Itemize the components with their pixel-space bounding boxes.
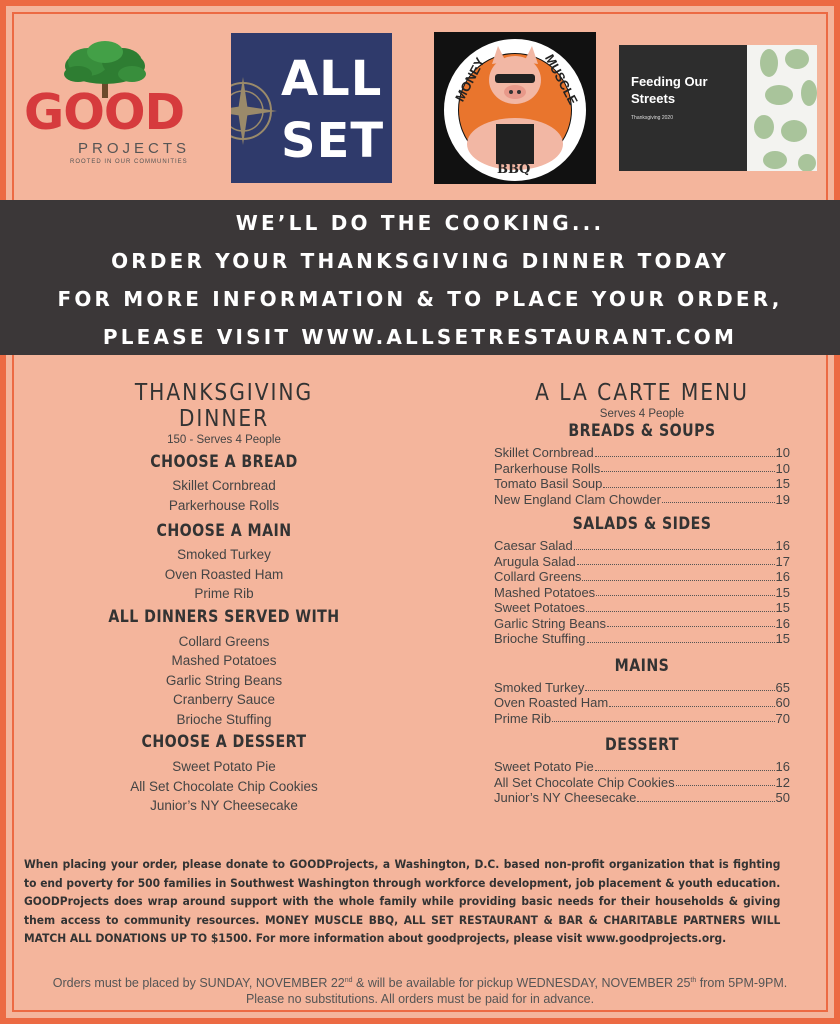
item-price: 16 bbox=[775, 615, 790, 631]
dot-leader bbox=[676, 775, 775, 787]
item-name: Junior’s NY Cheesecake bbox=[494, 790, 637, 805]
dot-leader bbox=[601, 461, 774, 473]
dot-leader bbox=[662, 492, 775, 504]
menu-row bbox=[494, 695, 790, 711]
item-name: Mashed Potatoes bbox=[494, 584, 596, 600]
mains-list bbox=[494, 680, 790, 727]
item-price: 50 bbox=[775, 790, 790, 805]
list-item: Prime Rib bbox=[194, 586, 254, 601]
list-item: Brioche Stuffing bbox=[176, 711, 272, 727]
item-name: Sweet Potatoes bbox=[494, 600, 586, 615]
good-projects-logo bbox=[18, 38, 196, 174]
served-with-list bbox=[85, 632, 363, 730]
carte-subtitle: Serves 4 People bbox=[599, 408, 685, 420]
dot-leader bbox=[607, 616, 775, 628]
menu-row bbox=[494, 538, 790, 554]
item-price: 15 bbox=[775, 600, 790, 615]
main-list bbox=[85, 545, 363, 604]
item-name: Prime Rib bbox=[494, 710, 552, 726]
order-footer bbox=[24, 973, 816, 1007]
list-item: All Set Chocolate Chip Cookies bbox=[130, 778, 318, 794]
money-word: MONEY bbox=[452, 54, 488, 105]
feeding-small: Thanksgiving 2020 bbox=[631, 115, 673, 121]
dot-leader bbox=[574, 538, 775, 550]
list-item: Smoked Turkey bbox=[177, 547, 271, 562]
dessert-heading: CHOOSE A DESSERT bbox=[141, 732, 307, 751]
menu-row bbox=[494, 790, 790, 806]
list-item: Cranberry Sauce bbox=[172, 692, 276, 707]
banner-line-2: ORDER YOUR THANKSGIVING DINNER TODAY bbox=[111, 249, 729, 273]
projects-word: PROJECTS bbox=[78, 140, 191, 157]
list-item: Junior’s NY Cheesecake bbox=[150, 798, 298, 813]
menu-row bbox=[494, 476, 790, 492]
item-price: 16 bbox=[775, 538, 790, 553]
good-tagline: ROOTED IN OUR COMMUNITIES bbox=[70, 159, 188, 165]
menu-row bbox=[494, 631, 790, 647]
item-price: 15 bbox=[775, 476, 790, 491]
footer-sup: th bbox=[690, 977, 697, 984]
item-price: 17 bbox=[775, 553, 790, 569]
menu-row bbox=[494, 445, 790, 461]
list-item: Mashed Potatoes bbox=[171, 653, 277, 668]
list-item: Collard Greens bbox=[178, 633, 270, 649]
menu-row bbox=[494, 775, 790, 791]
item-name: New England Clam Chowder bbox=[494, 491, 661, 507]
footer-text: & will be available for pickup WEDNESDAY, NOVEMBER 25 bbox=[352, 976, 691, 991]
dessert-carte-heading: DESSERT bbox=[605, 735, 679, 754]
menu-row bbox=[494, 492, 790, 508]
feeding-our-streets-logo bbox=[619, 45, 817, 171]
dot-leader bbox=[587, 631, 775, 643]
item-name: Arugula Salad bbox=[494, 553, 576, 569]
thanksgiving-dinner-column bbox=[85, 380, 363, 816]
breads-soups-list bbox=[494, 445, 790, 507]
item-name: Skillet Cornbread bbox=[494, 445, 594, 460]
item-name: Smoked Turkey bbox=[494, 679, 585, 695]
item-price: 10 bbox=[775, 460, 790, 476]
menu-row bbox=[494, 711, 790, 727]
item-name: Brioche Stuffing bbox=[494, 631, 586, 646]
list-item: Skillet Cornbread bbox=[172, 478, 276, 493]
dessert-list bbox=[85, 757, 363, 816]
item-name: Caesar Salad bbox=[494, 538, 573, 553]
muscle-word: MUSCLE bbox=[541, 51, 581, 108]
good-word: GOOD bbox=[24, 84, 185, 141]
donation-paragraph: When placing your order, please donate to GOODProjects, a Washington, D.C. based non-profit organization that is fighting to end poverty for 500 families in Southwest Washington through workforce development, job placement & youth education. GOODProjects does wrap around support with the whole family while providing basic needs for their households & giving them access to community resources. MONEY MUSCLE BBQ, ALL SET RESTAURANT & BAR & CHARITABLE PARTNERS WILL MATCH ALL DONATIONS UP TO $1500. For more information about goodprojects, please visit www.goodprojects.org. bbox=[24, 858, 781, 945]
menu-row bbox=[494, 680, 790, 696]
bbq-word: BBQ bbox=[497, 162, 531, 177]
item-name: Garlic String Beans bbox=[494, 615, 606, 631]
item-price: 70 bbox=[775, 710, 790, 726]
dinner-title: THANKSGIVING DINNER bbox=[134, 380, 314, 432]
dinner-subtitle: 150 - Serves 4 People bbox=[167, 434, 281, 446]
main-heading: CHOOSE A MAIN bbox=[156, 521, 292, 540]
list-item: Oven Roasted Ham bbox=[164, 566, 284, 582]
banner-line-1: WE’LL DO THE COOKING... bbox=[235, 211, 605, 235]
salads-sides-heading: SALADS & SIDES bbox=[572, 514, 712, 533]
item-price: 15 bbox=[775, 631, 790, 646]
menu-row bbox=[494, 569, 790, 585]
footer-text: from 5PM-9PM. bbox=[696, 976, 788, 991]
money-muscle-bbq-logo bbox=[434, 32, 596, 184]
dot-leader bbox=[609, 695, 774, 707]
dot-leader bbox=[595, 445, 775, 457]
dot-leader bbox=[552, 711, 774, 723]
item-name: Sweet Potato Pie bbox=[494, 759, 594, 774]
bread-list bbox=[85, 476, 363, 515]
dot-leader bbox=[582, 569, 774, 581]
item-name: Tomato Basil Soup bbox=[494, 476, 603, 491]
all-set-logo bbox=[231, 33, 392, 183]
bread-heading: CHOOSE A BREAD bbox=[150, 452, 298, 471]
dot-leader bbox=[585, 680, 774, 692]
item-price: 60 bbox=[775, 695, 790, 710]
menu-row bbox=[494, 759, 790, 775]
item-price: 10 bbox=[775, 445, 790, 460]
decorative-pattern-icon bbox=[619, 45, 817, 171]
feeding-title: Feeding Our Streets bbox=[631, 74, 708, 106]
menu-row bbox=[494, 585, 790, 601]
dot-leader bbox=[586, 600, 774, 612]
footer-sup: nd bbox=[344, 977, 353, 984]
item-price: 19 bbox=[775, 491, 790, 507]
item-name: Parkerhouse Rolls bbox=[494, 460, 601, 476]
set-word: SET bbox=[281, 113, 385, 169]
dot-leader bbox=[603, 476, 774, 488]
menu-row bbox=[494, 600, 790, 616]
footer-line-2: Please no substitutions. All orders must be paid for in advance. bbox=[245, 992, 595, 1007]
menu-row bbox=[494, 461, 790, 477]
footer-text: Orders must be placed by SUNDAY, NOVEMBER 22 bbox=[52, 976, 345, 991]
dot-leader bbox=[595, 759, 775, 771]
mains-heading: MAINS bbox=[614, 655, 670, 675]
salads-sides-list bbox=[494, 538, 790, 647]
item-price: 16 bbox=[775, 759, 790, 774]
dot-leader bbox=[637, 790, 774, 802]
banner-line-4: PLEASE VISIT WWW.ALLSETRESTAURANT.COM bbox=[102, 325, 738, 349]
all-word: ALL bbox=[281, 51, 383, 107]
breads-soups-heading: BREADS & SOUPS bbox=[568, 421, 716, 440]
carte-title: A LA CARTE MENU bbox=[535, 380, 749, 406]
menu-row bbox=[494, 616, 790, 632]
dessert-carte-list bbox=[494, 759, 790, 806]
list-item: Garlic String Beans bbox=[165, 672, 283, 688]
order-banner bbox=[0, 200, 840, 355]
a-la-carte-column bbox=[494, 380, 790, 806]
item-price: 15 bbox=[775, 584, 790, 600]
dot-leader bbox=[577, 554, 775, 566]
item-price: 65 bbox=[775, 679, 790, 695]
banner-line-3: FOR MORE INFORMATION & TO PLACE YOUR ORDER, bbox=[57, 287, 783, 311]
item-name: All Set Chocolate Chip Cookies bbox=[494, 774, 675, 790]
list-item: Parkerhouse Rolls bbox=[168, 497, 280, 513]
served-with-heading: ALL DINNERS SERVED WITH bbox=[108, 606, 340, 626]
item-name: Oven Roasted Ham bbox=[494, 695, 609, 710]
footer-line-1 bbox=[24, 973, 816, 991]
dot-leader bbox=[596, 585, 774, 597]
menu-row bbox=[494, 554, 790, 570]
item-price: 16 bbox=[775, 569, 790, 584]
list-item: Sweet Potato Pie bbox=[172, 759, 276, 774]
item-name: Collard Greens bbox=[494, 569, 582, 584]
item-price: 12 bbox=[775, 774, 790, 790]
